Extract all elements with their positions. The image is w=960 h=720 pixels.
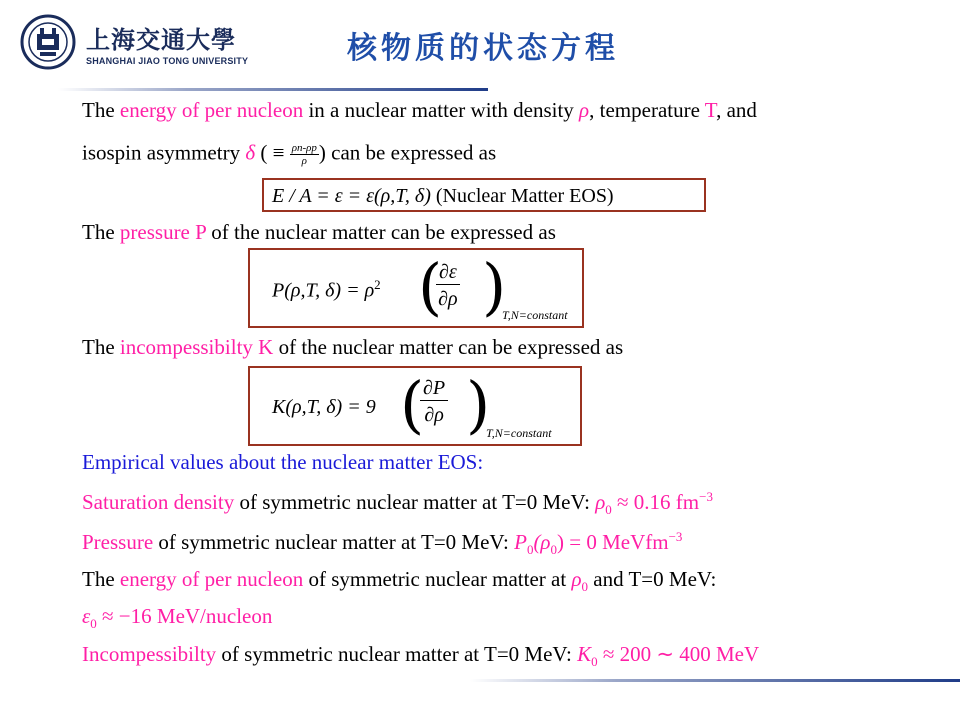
incompressibility-value-line (82, 644, 759, 668)
text: The (82, 567, 120, 591)
text: of symmetric nuclear matter at T=0 MeV: (234, 490, 596, 514)
highlight-energy: energy of per nucleon (119, 98, 304, 122)
exponent: 2 (374, 277, 381, 292)
highlight-energy: energy of per nucleon (119, 567, 304, 591)
text: and T=0 MeV: (588, 567, 717, 591)
energy-line (82, 569, 716, 593)
pressure-equation-box (248, 248, 584, 328)
intro-line-2 (82, 142, 496, 167)
fraction-denominator: ρ (301, 155, 307, 167)
eos-label: (Nuclear Matter EOS) (430, 185, 614, 207)
text: ( (255, 140, 268, 165)
text: The (82, 220, 120, 244)
pressure-value-line (82, 530, 682, 556)
incompressibility-lhs: K(ρ,T, δ) = 9 (272, 396, 376, 418)
symbol-delta: δ (245, 140, 256, 165)
subscript: 0 (526, 542, 534, 558)
symbol-rho: ρ (571, 567, 582, 591)
text: ) can be expressed as (318, 140, 497, 165)
logo-chinese-name: 上海交通大學 (86, 25, 236, 54)
right-paren: ) (466, 368, 491, 441)
symbol-rho: (ρ (533, 530, 551, 554)
text: The (82, 335, 120, 359)
asymmetry-fraction (290, 142, 319, 167)
empirical-heading: Empirical values about the nuclear matter EOS: (82, 450, 484, 474)
logo-english-name: SHANGHAI JIAO TONG UNIVERSITY (86, 56, 249, 66)
incompressibility-line (82, 337, 623, 358)
fraction-numerator: ρn-ρp (291, 142, 317, 154)
derivative-numerator: ∂P (420, 378, 448, 401)
symbol-K: K (577, 642, 592, 666)
energy-value: ≈ −16 MeV/nucleon (96, 604, 273, 628)
symbol-rho: ρ (579, 98, 590, 122)
university-seal-icon (20, 14, 76, 70)
superscript: −3 (668, 529, 683, 544)
pressure-lhs: P(ρ,T, δ) = ρ (272, 279, 375, 302)
subscript: 0 (550, 542, 558, 558)
derivative-denominator: ∂ρ (424, 404, 444, 426)
symbol-T: T (704, 98, 717, 122)
text: of the nuclear matter can be expressed as (273, 335, 624, 359)
left-paren: ( (400, 368, 425, 441)
text: The (82, 98, 120, 122)
pressure-derivative (436, 262, 460, 309)
constant-subscript: T,N=constant (502, 308, 568, 322)
top-divider (58, 88, 488, 91)
incompressibility-equation-box (248, 366, 582, 446)
highlight-pressure: Pressure (82, 530, 154, 554)
equiv-symbol: ≡ (272, 140, 285, 165)
symbol-P: P (514, 530, 527, 554)
pressure-equation (272, 277, 381, 303)
symbol-rho: ρ (595, 490, 606, 514)
left-paren: ( (418, 250, 443, 323)
subscript: 0 (605, 502, 612, 518)
highlight-incompressibility: incompessibilty K (119, 335, 274, 359)
slide-title: 核物质的状态方程 (347, 31, 619, 66)
highlight-pressure: pressure P (119, 220, 207, 244)
subscript: 0 (591, 654, 598, 670)
incompressibility-value: ≈ 200 ∼ 400 MeV (597, 642, 760, 666)
saturation-density-line (82, 490, 713, 516)
text: in a nuclear matter with density (303, 98, 580, 122)
right-paren: ) (482, 250, 507, 323)
incompressibility-derivative (420, 378, 448, 425)
highlight-saturation: Saturation density (82, 490, 235, 514)
symbol-epsilon: ε (82, 604, 91, 628)
derivative-denominator: ∂ρ (438, 288, 458, 310)
text: of the nuclear matter can be expressed as (206, 220, 556, 244)
saturation-value: ≈ 0.16 fm (611, 490, 700, 514)
text: of symmetric nuclear matter at T=0 MeV: (153, 530, 515, 554)
text: , temperature (589, 98, 705, 122)
bottom-divider (470, 679, 960, 682)
pressure-line (82, 222, 556, 243)
highlight-incompressibility: Incompessibilty (82, 642, 217, 666)
epsilon-line (82, 606, 272, 630)
text: of symmetric nuclear matter at T=0 MeV: (216, 642, 578, 666)
text: isospin asymmetry (82, 140, 246, 165)
constant-subscript: T,N=constant (486, 426, 552, 440)
text: , and (716, 98, 757, 122)
pressure-value: ) = 0 MeVfm (557, 530, 669, 554)
text: of symmetric nuclear matter at (303, 567, 572, 591)
derivative-numerator: ∂ε (436, 262, 460, 285)
eos-box (262, 178, 706, 212)
subscript: 0 (90, 616, 97, 632)
superscript: −3 (699, 489, 713, 504)
eos-equation: E / A = ε = ε(ρ,T, δ) (272, 185, 431, 207)
subscript: 0 (581, 579, 589, 595)
intro-line-1 (82, 100, 757, 121)
